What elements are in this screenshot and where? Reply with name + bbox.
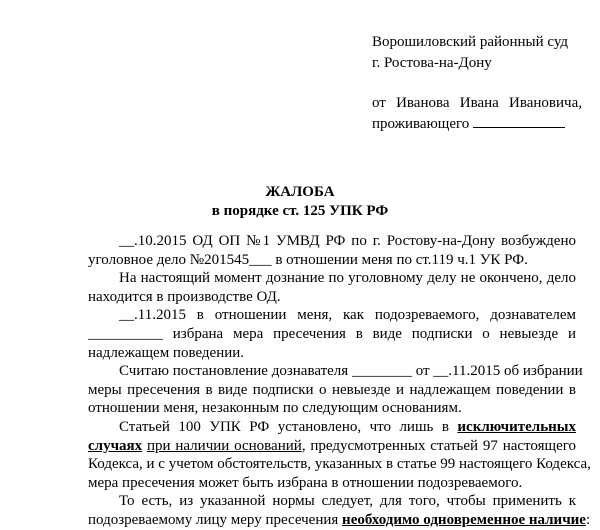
body-line	[88, 437, 576, 456]
court-name: Ворошиловский районный суд	[372, 34, 569, 50]
body-line: отношении меня, незаконным по следующим основаниям.	[88, 400, 462, 417]
applicant-name: от Иванова Ивана Ивановича,	[372, 95, 582, 111]
body-line: На настоящий момент дознание по уголовному делу не окончено, дело	[119, 270, 576, 287]
body-text: :	[585, 511, 591, 528]
body-text: подозреваемому лицу меру пресечения	[88, 511, 339, 528]
residing-label: проживающего	[372, 115, 470, 132]
emphasis-exceptional: исключительных	[457, 418, 576, 435]
body-line	[88, 511, 591, 530]
body-line: меры пресечения в виде подписки о невыезде и надлежащем поведении в	[88, 381, 576, 398]
body-line: __.10.2015 ОД ОП №1 УМВД РФ по г. Ростову-на-Дону возбуждено	[119, 233, 576, 249]
body-line: уголовное дело №201545___ в отношении меня по ст.119 ч.1 УК РФ.	[88, 251, 528, 268]
body-line	[88, 418, 576, 437]
body-line: __.11.2015 в отношении меня, как подозреваемого, дознавателем	[119, 307, 576, 324]
document-title: ЖАЛОБА	[265, 184, 335, 200]
addressee-block	[372, 32, 582, 134]
emphasis-cases: случаях	[88, 437, 143, 454]
emphasis-grounds: при наличии оснований	[146, 437, 302, 454]
body-text: , предусмотренных статьей 97 настоящего	[301, 437, 577, 454]
body-line: Считаю постановление дознавателя ________ от __.11.2015 об избрании	[119, 363, 583, 380]
body-line: находится в производстве ОД.	[88, 288, 281, 305]
addressee-gap	[372, 73, 582, 93]
body-line: надлежащем поведении.	[88, 344, 245, 361]
body-line: __________ избрана мера пресечения в виде подписки о невыезде и	[88, 325, 576, 342]
residence-blank-line	[473, 115, 565, 128]
complaint-body	[88, 232, 591, 530]
document-subtitle: в порядке ст. 125 УПК РФ	[211, 203, 389, 219]
body-text: Статьей 100 УПК РФ установлено, что лишь в	[119, 418, 449, 435]
body-line: Кодекса, и с учетом обстоятельств, указанных в статье 99 настоящего Кодекса,	[88, 456, 591, 473]
emphasis-simultaneous: необходимо одновременное наличие	[342, 511, 586, 528]
body-line: То есть, из указанной нормы следует, для того, чтобы применить к	[119, 493, 576, 510]
applicant-residence	[372, 114, 582, 135]
body-line: мера пресечения может быть избрана в отношении подозреваемого.	[88, 474, 523, 491]
court-city: г. Ростова-на-Дону	[372, 54, 492, 71]
